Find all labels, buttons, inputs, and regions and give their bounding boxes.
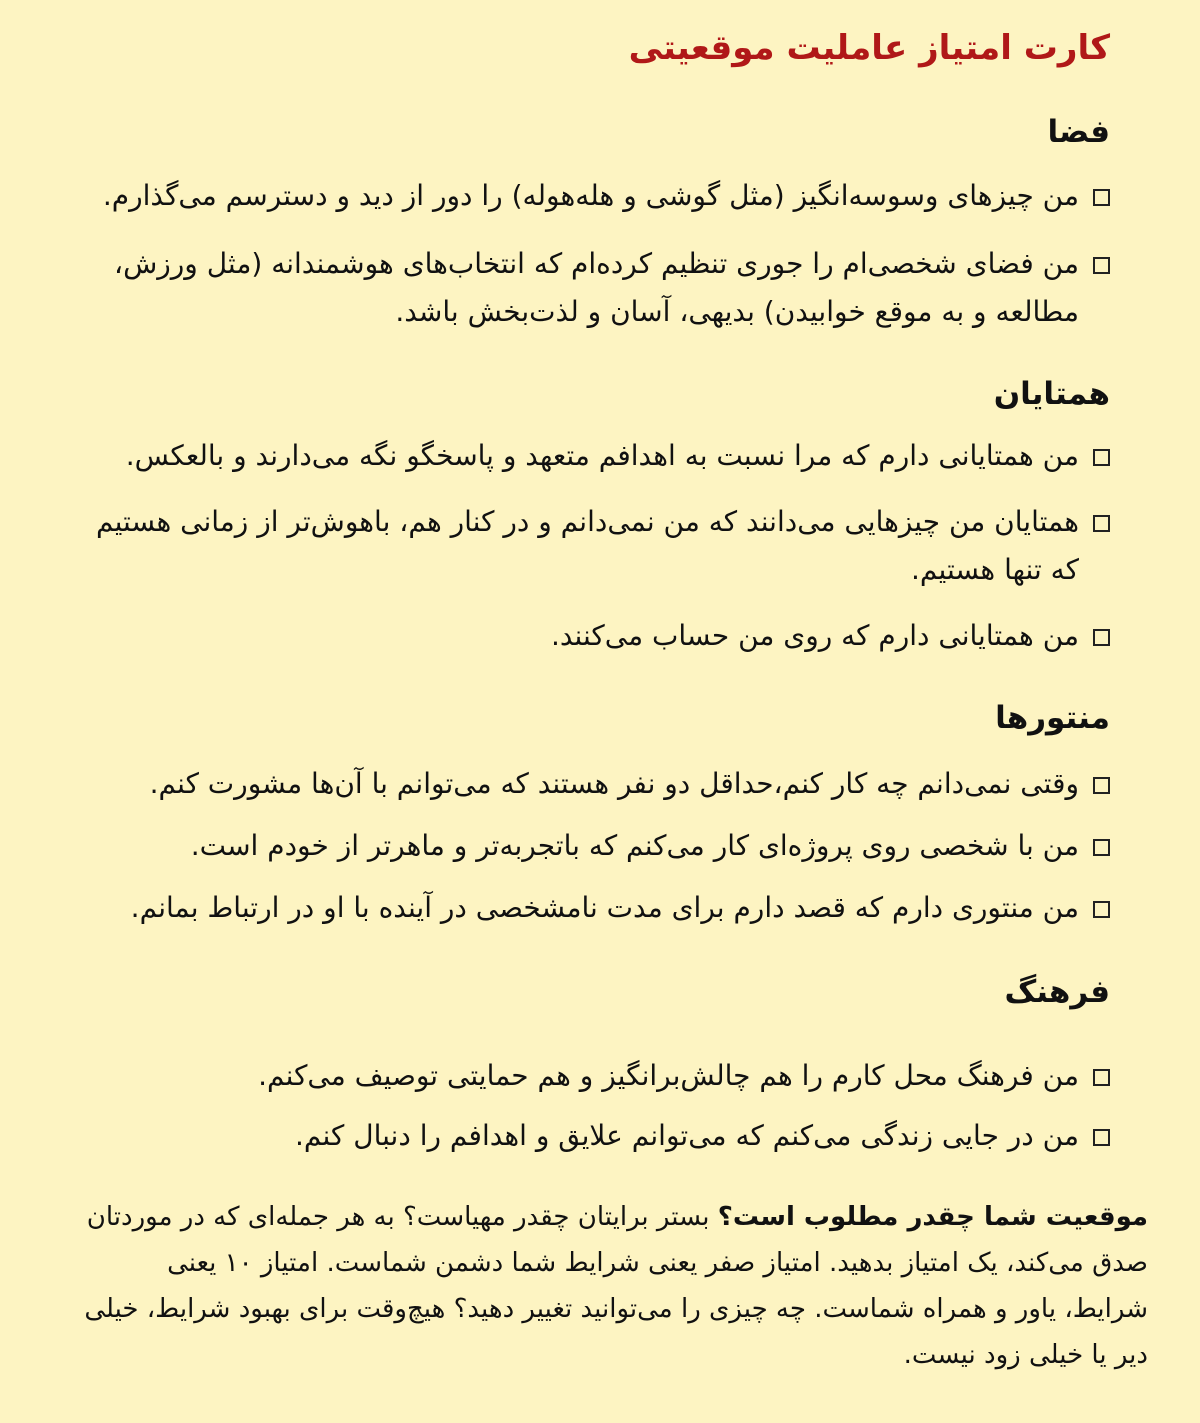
checklist-item: [80, 498, 1110, 594]
checkbox[interactable]: [1093, 449, 1110, 466]
checklist-item-text: من همتایانی دارم که مرا نسبت به اهدافم متعهد و پاسخگو نگه می‌دارند و بالعکس.: [125, 439, 1079, 472]
checkbox[interactable]: [1093, 515, 1110, 532]
checklist-item-text: من منتوری دارم که قصد دارم برای مدت نامشخصی در آینده با او در ارتباط بمانم.: [130, 891, 1079, 924]
checkbox[interactable]: [1093, 257, 1110, 274]
checklist-item: [80, 760, 1110, 808]
checklist-item-text: من همتایانی دارم که روی من حساب می‌کنند.: [550, 619, 1079, 652]
section-heading-culture: فرهنگ: [1004, 974, 1110, 1010]
section-heading-space: فضا: [1047, 114, 1110, 150]
checkbox[interactable]: [1093, 777, 1110, 794]
section-heading-mentors: منتورها: [995, 700, 1110, 736]
checkbox[interactable]: [1093, 629, 1110, 646]
footer-question: موقعیت شما چقدر مطلوب است؟: [717, 1202, 1148, 1232]
checklist-item-text: همتایان من چیزهایی می‌دانند که من نمی‌دانم و در کنار هم، باهوش‌تر از زمانی هستیم که تنها هستیم.: [95, 505, 1079, 586]
checklist-item-text: من چیزهای وسوسه‌انگیز (مثل گوشی و هله‌هوله) را دور از دید و دسترسم می‌گذارم.: [102, 179, 1079, 212]
checklist-item-text: من فرهنگ محل کارم را هم چالش‌برانگیز و هم حمایتی توصیف می‌کنم.: [258, 1059, 1079, 1092]
checklist-item: [80, 240, 1110, 336]
checkbox[interactable]: [1093, 1129, 1110, 1146]
checklist-item-text: وقتی نمی‌دانم چه کار کنم،حداقل دو نفر هستند که می‌توانم با آن‌ها مشورت کنم.: [149, 767, 1079, 800]
checklist-item-text: من فضای شخصی‌ام را جوری تنظیم کرده‌ام که انتخاب‌های هوشمندانه (مثل ورزش، مطالعه و به موقع خوابیدن) بدیهی، آسان و لذت‌بخش باشد.: [114, 247, 1079, 328]
checklist-item: [80, 432, 1110, 480]
checkbox[interactable]: [1093, 1069, 1110, 1086]
page-title: کارت امتیاز عاملیت موقعیتی: [628, 28, 1110, 68]
checklist-item-text: من در جایی زندگی می‌کنم که می‌توانم علایق و اهدافم را دنبال کنم.: [295, 1119, 1079, 1152]
checklist-item: [80, 612, 1110, 660]
checklist-item: [80, 1112, 1110, 1160]
checklist-item: [80, 884, 1110, 932]
checklist-item: [80, 172, 1110, 220]
checklist-item: [80, 822, 1110, 870]
footer-body: بستر برایتان چقدر مهیاست؟ به هر جمله‌ای که در موردتان صدق می‌کند، یک امتیاز بدهید. امتیاز صفر یعنی شرایط شما دشمن شماست. امتیاز ۱۰ یعنی شرایط، یاور و همراه شماست. چه چیزی را می‌توانید تغییر دهید؟ هیچ‌وقت برای بهبود شرایط، خیلی دیر یا خیلی زود نیست.: [84, 1202, 1148, 1370]
footer-paragraph: [80, 1194, 1148, 1378]
section-heading-peers: همتایان: [993, 376, 1110, 412]
checkbox[interactable]: [1093, 839, 1110, 856]
checklist-item: [80, 1052, 1110, 1100]
checklist-item-text: من با شخصی روی پروژه‌ای کار می‌کنم که باتجربه‌تر و ماهرتر از خودم است.: [190, 829, 1079, 862]
checkbox[interactable]: [1093, 901, 1110, 918]
checkbox[interactable]: [1093, 189, 1110, 206]
